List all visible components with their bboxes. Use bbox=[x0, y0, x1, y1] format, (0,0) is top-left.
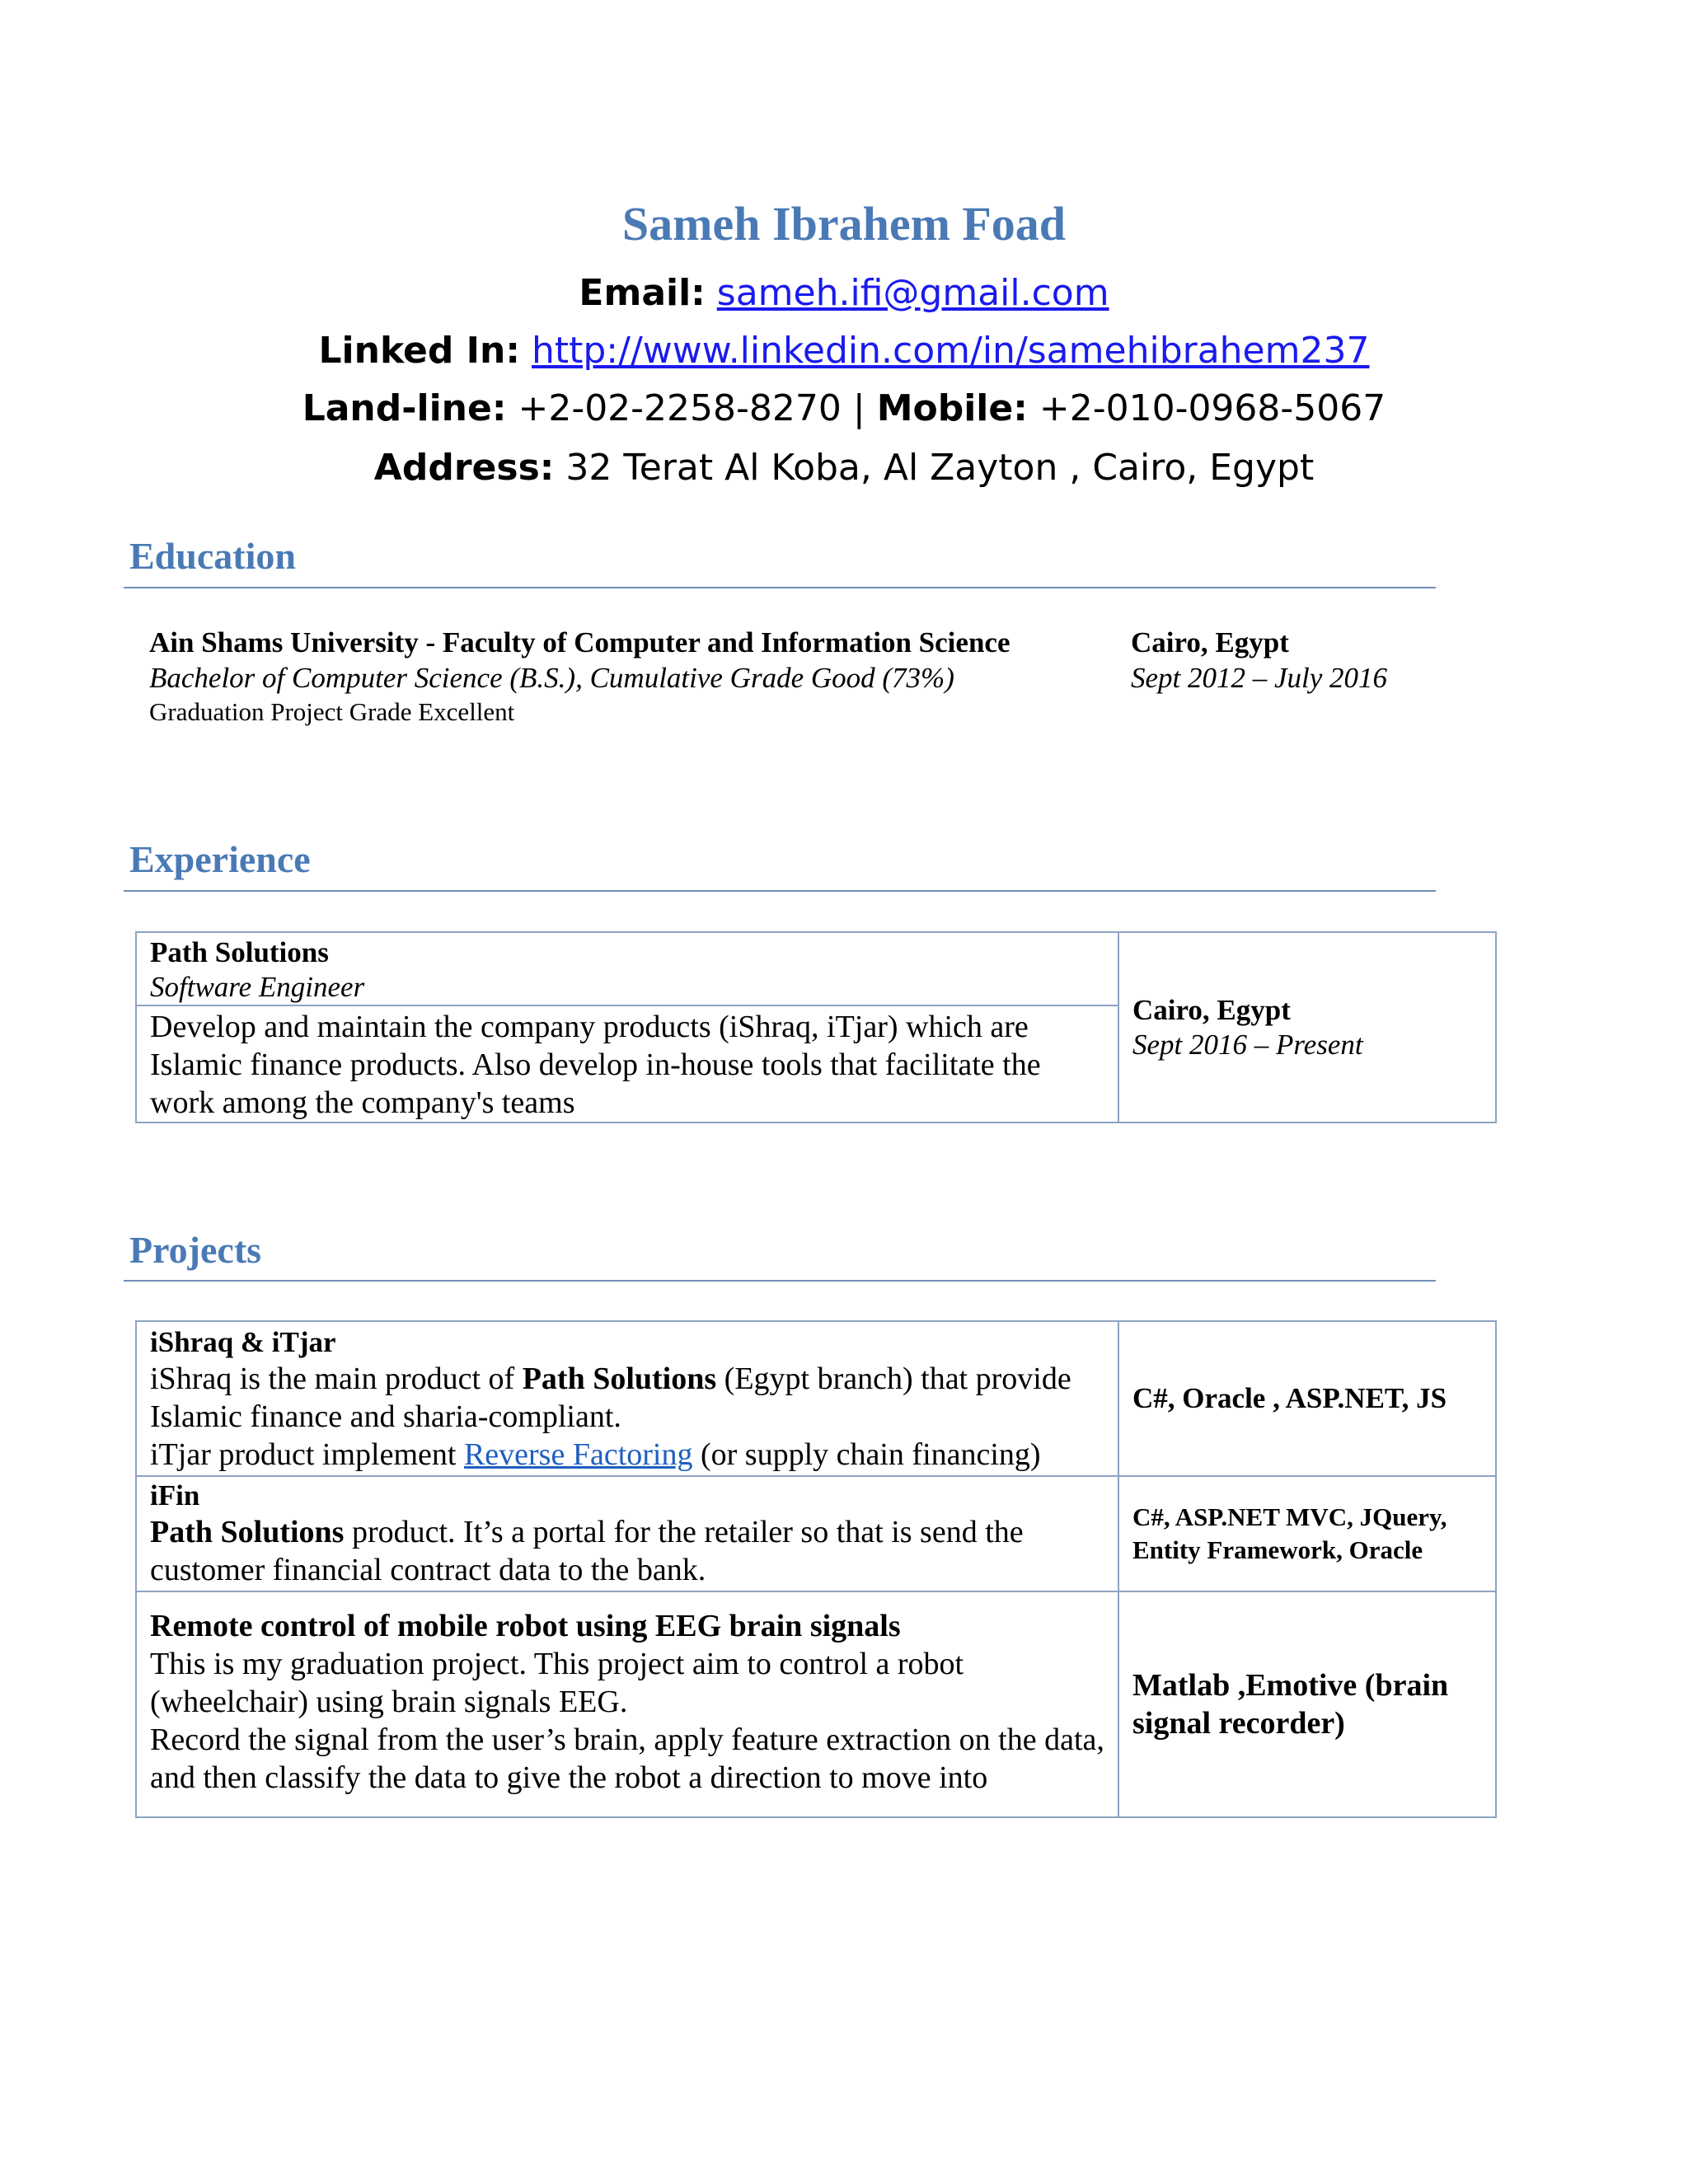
education-degree: Bachelor of Computer Science (B.S.), Cumulative Grade Good (73%) bbox=[149, 662, 954, 694]
experience-heading: Experience bbox=[129, 838, 311, 880]
address-line bbox=[0, 447, 1688, 489]
project-tech: C#, ASP.NET MVC, JQuery, Entity Framework, Oracle bbox=[1132, 1502, 1447, 1564]
address-value: 32 Terat Al Koba, Al Zayton , Cairo, Egypt bbox=[565, 447, 1315, 489]
linkedin-line bbox=[0, 330, 1688, 372]
education-divider bbox=[124, 587, 1436, 588]
email-link[interactable]: sameh.ifi@gmail.com bbox=[716, 272, 1109, 314]
phone-separator: | bbox=[852, 387, 865, 429]
projects-heading: Projects bbox=[129, 1229, 262, 1271]
project-text: iShraq is the main product of bbox=[150, 1361, 523, 1396]
project-description-line: Record the signal from the user’s brain, apply feature extraction on the data, and then classify the data to give the robot a direction to move into bbox=[150, 1722, 1104, 1795]
experience-divider bbox=[124, 890, 1436, 892]
project-row bbox=[136, 1591, 1496, 1817]
experience-dates: Sept 2016 – Present bbox=[1132, 1028, 1363, 1061]
project-description bbox=[150, 1513, 1104, 1589]
projects-table bbox=[135, 1320, 1497, 1818]
project-title: iFin bbox=[150, 1479, 200, 1511]
landline-label: Land-line: bbox=[302, 387, 507, 429]
experience-side-cell bbox=[1118, 932, 1496, 1122]
candidate-name: Sameh Ibrahem Foad bbox=[621, 197, 1067, 251]
project-company-name: Path Solutions bbox=[522, 1361, 717, 1396]
experience-description: Develop and maintain the company products (iShraq, iTjar) which are Islamic finance products. Also develop in-house tools that facilitate the work among the company's teams bbox=[150, 1010, 1041, 1120]
phone-line bbox=[0, 387, 1688, 429]
experience-role: Software Engineer bbox=[150, 971, 365, 1003]
project-description-cell bbox=[136, 1476, 1118, 1591]
email-line bbox=[0, 272, 1688, 314]
project-tech-cell bbox=[1118, 1321, 1496, 1476]
landline-value: +2-02-2258-8270 bbox=[518, 387, 842, 429]
linkedin-label: Linked In: bbox=[318, 330, 520, 372]
project-row bbox=[136, 1476, 1496, 1591]
mobile-label: Mobile: bbox=[876, 387, 1028, 429]
project-text: iTjar product implement bbox=[150, 1437, 464, 1472]
mobile-value: +2-010-0968-5067 bbox=[1039, 387, 1386, 429]
experience-description-cell bbox=[136, 1005, 1118, 1122]
project-text: (Egypt branch) that provide Islamic finance and sharia-compliant. bbox=[150, 1361, 1071, 1434]
project-company-name: Path Solutions bbox=[150, 1515, 345, 1549]
project-description-cell bbox=[136, 1591, 1118, 1817]
education-heading: Education bbox=[129, 535, 296, 577]
reverse-factoring-link[interactable]: Reverse Factoring bbox=[463, 1437, 693, 1472]
project-tech-cell bbox=[1118, 1476, 1496, 1591]
experience-table bbox=[135, 931, 1497, 1123]
education-school: Ain Shams University - Faculty of Computer and Information Science bbox=[149, 626, 1010, 658]
email-label: Email: bbox=[579, 272, 706, 314]
education-project-grade: Graduation Project Grade Excellent bbox=[149, 697, 515, 726]
project-tech-cell bbox=[1118, 1591, 1496, 1817]
experience-header-cell bbox=[136, 932, 1118, 1005]
projects-divider bbox=[124, 1280, 1436, 1282]
linkedin-link[interactable]: http://www.linkedin.com/in/samehibrahem237 bbox=[531, 330, 1370, 372]
project-description-cell bbox=[136, 1321, 1118, 1476]
project-title: Remote control of mobile robot using EEG brain signals bbox=[150, 1609, 901, 1643]
project-text: (or supply chain financing) bbox=[692, 1437, 1041, 1472]
project-description: This is my graduation project. This project aim to control a robot (wheelchair) using brain signals EEG. bbox=[150, 1647, 964, 1719]
project-text: product. It’s a portal for the retailer so that is send the customer financial contract data to the bank. bbox=[150, 1515, 1024, 1587]
experience-location: Cairo, Egypt bbox=[1132, 993, 1291, 1026]
education-dates: Sept 2012 – July 2016 bbox=[1131, 662, 1388, 694]
project-title: iShraq & iTjar bbox=[150, 1326, 336, 1358]
experience-company: Path Solutions bbox=[150, 936, 329, 968]
project-tech: C#, Oracle , ASP.NET, JS bbox=[1132, 1382, 1447, 1414]
education-location: Cairo, Egypt bbox=[1131, 626, 1289, 658]
project-tech: Matlab ,Emotive (brain signal recorder) bbox=[1132, 1668, 1449, 1741]
project-description bbox=[150, 1360, 1104, 1436]
address-label: Address: bbox=[373, 447, 555, 489]
project-description-line bbox=[150, 1436, 1104, 1474]
project-row bbox=[136, 1321, 1496, 1476]
